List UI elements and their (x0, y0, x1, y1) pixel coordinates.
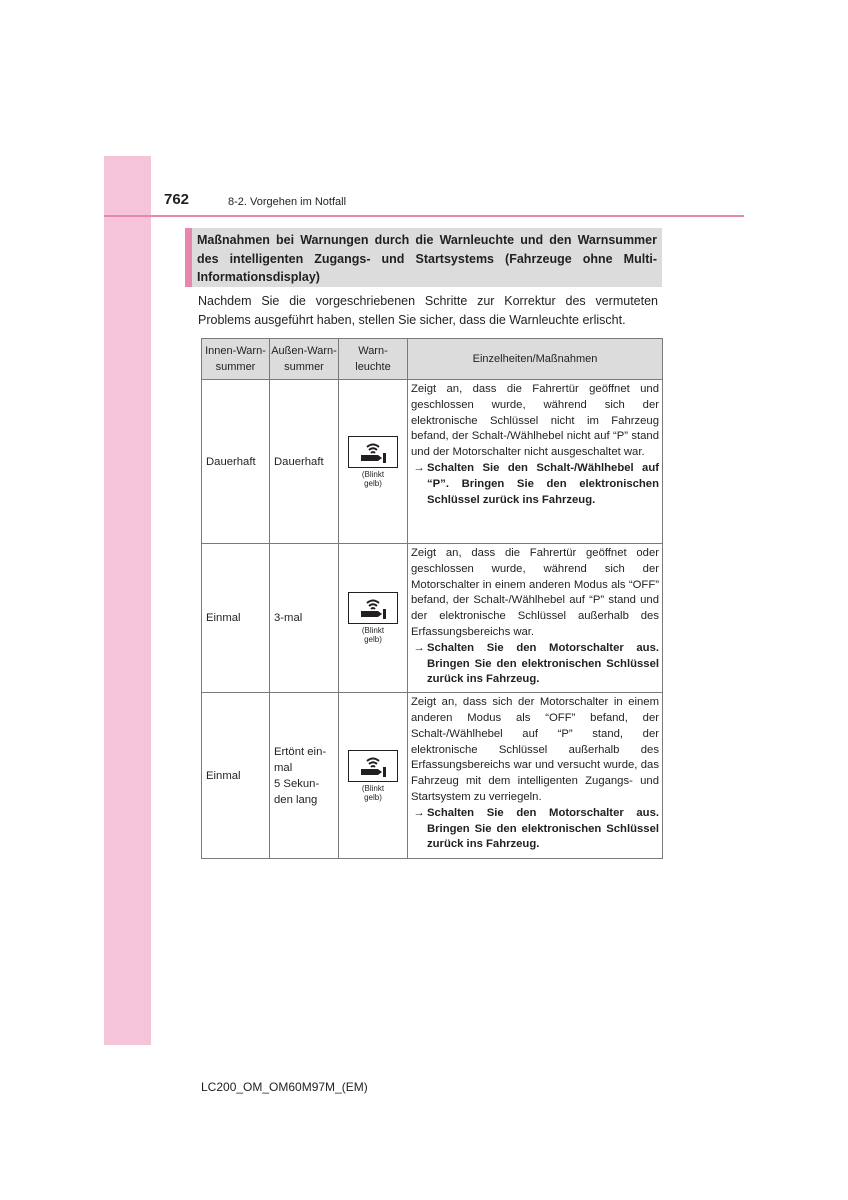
col-header-inner: Innen-Warn- summer (202, 339, 270, 380)
blink-note: (Blinkt gelb) (361, 783, 385, 802)
document-code: LC200_OM_OM60M97M_(EM) (201, 1080, 368, 1094)
action-item (411, 461, 659, 508)
details-text: Zeigt an, dass die Fahrertür geöffnet oder geschlossen wurde, während sich der Motorschalter in einem anderen Modus als “OFF” befand, der Schalt-/Wählhebel auf “P” stand und der elektronische Schlüssel außerhalb des Erfassungsbereichs war. (411, 547, 659, 638)
details-cell (408, 544, 663, 693)
intro-paragraph: Nachdem Sie die vorgeschriebenen Schritte zur Korrektur des vermuteten Problems ausgeführt haben, stellen Sie sicher, dass die Warnleuchte erlischt. (198, 294, 658, 327)
table-row (202, 693, 663, 859)
action-text: Schalten Sie den Schalt-/Wählhebel auf “P”. Bringen Sie den elektronischen Schlüssel zurück ins Fahrzeug. (427, 461, 659, 506)
inner-buzzer-cell: Einmal (202, 693, 270, 859)
arrow-icon: → (413, 461, 425, 474)
details-text: Zeigt an, dass die Fahrertür geöffnet und geschlossen wurde, während sich der elektronische Schlüssel nicht im Fahrzeug befand, der Schalt-/Wählhebel nicht auf “P” stand und der Motorschalter nicht ausgeschaltet war. (411, 383, 659, 459)
details-cell (408, 693, 663, 859)
warning-light-cell (339, 380, 408, 544)
smart-key-warning-icon (348, 436, 398, 468)
table-row (202, 544, 663, 693)
action-text: Schalten Sie den Motorschalter aus. Bringen Sie den elektronischen Schlüssel zurück ins Fahrzeug. (427, 806, 659, 851)
col-header-lamp: Warn- leuchte (339, 339, 408, 380)
outer-buzzer-cell: Dauerhaft (270, 380, 339, 544)
warning-light-cell (339, 693, 408, 859)
outer-buzzer-cell: 3-mal (270, 544, 339, 693)
action-item (411, 641, 659, 688)
heading-text: Maßnahmen bei Warnungen durch die Warnleuchte und den Warnsummer des intelligenten Zugangs- und Startsystems (Fahrzeuge ohne Multi-Informationsdisplay) (197, 233, 657, 284)
col-header-outer: Außen-Warn- summer (270, 339, 339, 380)
action-text: Schalten Sie den Motorschalter aus. Bringen Sie den elektronischen Schlüssel zurück ins Fahrzeug. (427, 641, 659, 686)
smart-key-warning-icon (348, 750, 398, 782)
arrow-icon: → (413, 806, 425, 819)
details-cell (408, 380, 663, 544)
inner-buzzer-cell: Dauerhaft (202, 380, 270, 544)
table-header-row (202, 339, 663, 380)
blink-note: (Blinkt gelb) (361, 469, 385, 488)
section-title: 8-2. Vorgehen im Notfall (228, 196, 347, 208)
details-text: Zeigt an, dass sich der Motorschalter in einem anderen Modus als “OFF” befand, der Schalt-/Wählhebel auf “P” stand, der elektronische Schlüssel außerhalb des Erfassungsbereichs war und versucht wurde, das Fahrzeug mit dem intelligenten Zugangs- und Startsystem zu verriegeln. (411, 696, 659, 803)
col-header-details: Einzelheiten/Maßnahmen (408, 339, 663, 380)
header-rule (104, 215, 744, 217)
action-item (411, 806, 659, 853)
smart-key-warning-icon (348, 592, 398, 624)
warning-light-cell (339, 544, 408, 693)
section-heading (185, 228, 662, 287)
outer-buzzer-cell: Ertönt ein- mal 5 Sekun- den lang (270, 693, 339, 859)
side-tab-bar (104, 156, 151, 1045)
inner-buzzer-cell: Einmal (202, 544, 270, 693)
arrow-icon: → (413, 641, 425, 654)
page-number: 762 (164, 191, 190, 208)
warning-table (201, 338, 663, 859)
heading-accent (185, 228, 192, 287)
blink-note: (Blinkt gelb) (361, 626, 385, 645)
table-row (202, 380, 663, 544)
